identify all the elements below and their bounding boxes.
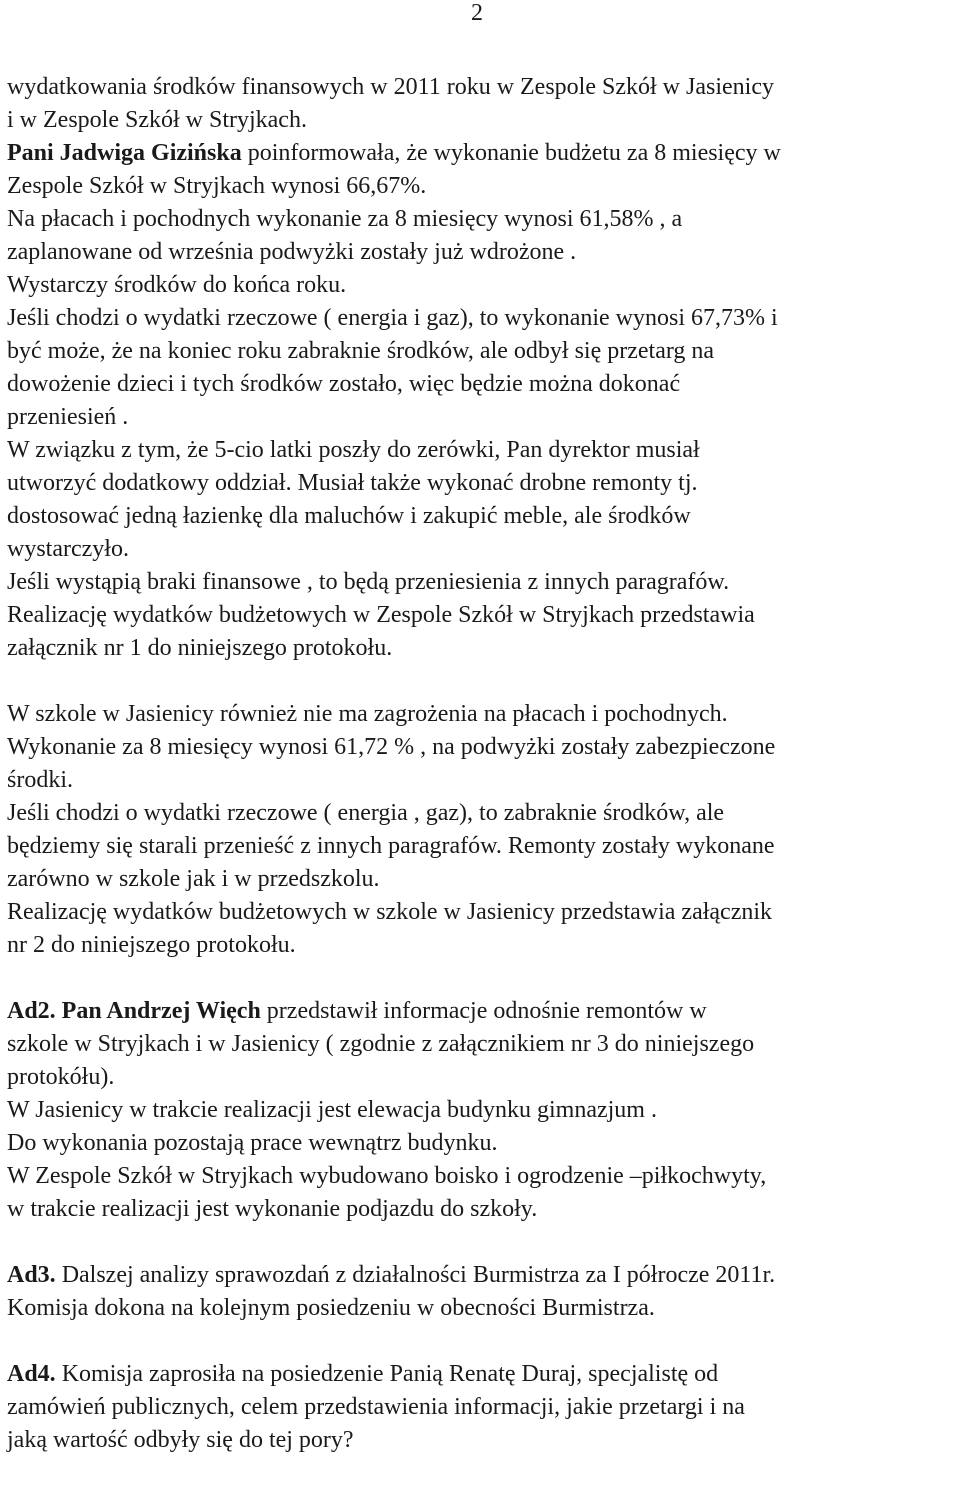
- text-line: w trakcie realizacji jest wykonanie podjazdu do szkoły.: [7, 1196, 538, 1222]
- text-line: zaplanowane od września podwyżki zostały już wdrożone .: [7, 239, 577, 265]
- text-line: [7, 1358, 957, 1391]
- text-segment: Dalszej analizy sprawozdań z działalności Burmistrza za I półrocze 2011r.: [55, 1262, 776, 1288]
- text-line: Zespole Szkół w Stryjkach wynosi 66,67%.: [7, 173, 427, 199]
- text-line: i w Zespole Szkół w Stryjkach.: [7, 107, 307, 133]
- text-segment: Komisja zaprosiła na posiedzenie Panią Renatę Duraj, specjalistę od: [55, 1361, 719, 1387]
- agenda-item-heading: Ad4.: [7, 1361, 56, 1387]
- page-number: 2: [471, 0, 483, 26]
- text-line: [7, 1259, 957, 1292]
- paragraph-gap: [7, 665, 957, 698]
- text-line: W związku z tym, że 5-cio latki poszły do zerówki, Pan dyrektor musiał: [7, 437, 700, 463]
- text-line: wystarczyło.: [7, 536, 129, 562]
- text-line: [7, 137, 957, 170]
- text-line: być może, że na koniec roku zabraknie środków, ale odbył się przetarg na: [7, 338, 715, 364]
- text-segment: poinformowała, że wykonanie budżetu za 8 miesięcy w: [241, 140, 781, 166]
- text-line: wydatkowania środków finansowych w 2011 roku w Zespole Szkół w Jasienicy: [7, 74, 774, 100]
- document-body: [7, 71, 957, 1457]
- text-line: utworzyć dodatkowy oddział. Musiał także wykonać drobne remonty tj.: [7, 470, 698, 496]
- text-line: Realizację wydatków budżetowych w Zespole Szkół w Stryjkach przedstawia: [7, 602, 755, 628]
- text-segment: przedstawił informacje odnośnie remontów w: [260, 998, 707, 1024]
- paragraph-gap: [7, 962, 957, 995]
- text-line: Jeśli wystąpią braki finansowe , to będą przeniesienia z innych paragrafów.: [7, 569, 730, 595]
- paragraph-gap: [7, 1226, 957, 1259]
- text-line: jaką wartość odbyły się do tej pory?: [7, 1427, 354, 1453]
- paragraph-gap: [7, 1325, 957, 1358]
- text-line: przeniesień .: [7, 404, 129, 430]
- text-line: zarówno w szkole jak i w przedszkolu.: [7, 866, 380, 892]
- agenda-item-heading: Ad3.: [7, 1262, 56, 1288]
- text-line: dostosować jedną łazienkę dla maluchów i zakupić meble, ale środków: [7, 503, 691, 529]
- text-line: szkole w Stryjkach i w Jasienicy ( zgodnie z załącznikiem nr 3 do niniejszego: [7, 1031, 755, 1057]
- text-line: Jeśli chodzi o wydatki rzeczowe ( energia , gaz), to zabraknie środków, ale: [7, 800, 725, 826]
- text-line: [7, 995, 957, 1028]
- text-line: dowożenie dzieci i tych środków zostało, więc będzie można dokonać: [7, 371, 681, 397]
- text-line: Wykonanie za 8 miesięcy wynosi 61,72 % , na podwyżki zostały zabezpieczone: [7, 734, 776, 760]
- text-line: protokółu).: [7, 1064, 115, 1090]
- text-line: Realizację wydatków budżetowych w szkole w Jasienicy przedstawia załącznik: [7, 899, 773, 925]
- text-line: będziemy się starali przenieść z innych paragrafów. Remonty zostały wykonane: [7, 833, 775, 859]
- text-line: Wystarczy środków do końca roku.: [7, 272, 347, 298]
- text-line: załącznik nr 1 do niniejszego protokołu.: [7, 635, 393, 661]
- agenda-item-heading: Ad2. Pan Andrzej Więch: [7, 998, 261, 1024]
- text-line: W Zespole Szkół w Stryjkach wybudowano boisko i ogrodzenie –piłkochwyty,: [7, 1163, 767, 1189]
- text-line: zamówień publicznych, celem przedstawienia informacji, jakie przetargi i na: [7, 1394, 745, 1420]
- text-line: W szkole w Jasienicy również nie ma zagrożenia na płacach i pochodnych.: [7, 701, 728, 727]
- person-name: Pani Jadwiga Gizińska: [7, 140, 242, 166]
- text-line: Jeśli chodzi o wydatki rzeczowe ( energia i gaz), to wykonanie wynosi 67,73% i: [7, 305, 778, 331]
- text-line: Komisja dokona na kolejnym posiedzeniu w obecności Burmistrza.: [7, 1295, 655, 1321]
- text-line: W Jasienicy w trakcie realizacji jest elewacja budynku gimnazjum .: [7, 1097, 657, 1123]
- text-line: Na płacach i pochodnych wykonanie za 8 miesięcy wynosi 61,58% , a: [7, 206, 683, 232]
- text-line: środki.: [7, 767, 73, 793]
- text-line: Do wykonania pozostają prace wewnątrz budynku.: [7, 1130, 498, 1156]
- text-line: nr 2 do niniejszego protokołu.: [7, 932, 296, 958]
